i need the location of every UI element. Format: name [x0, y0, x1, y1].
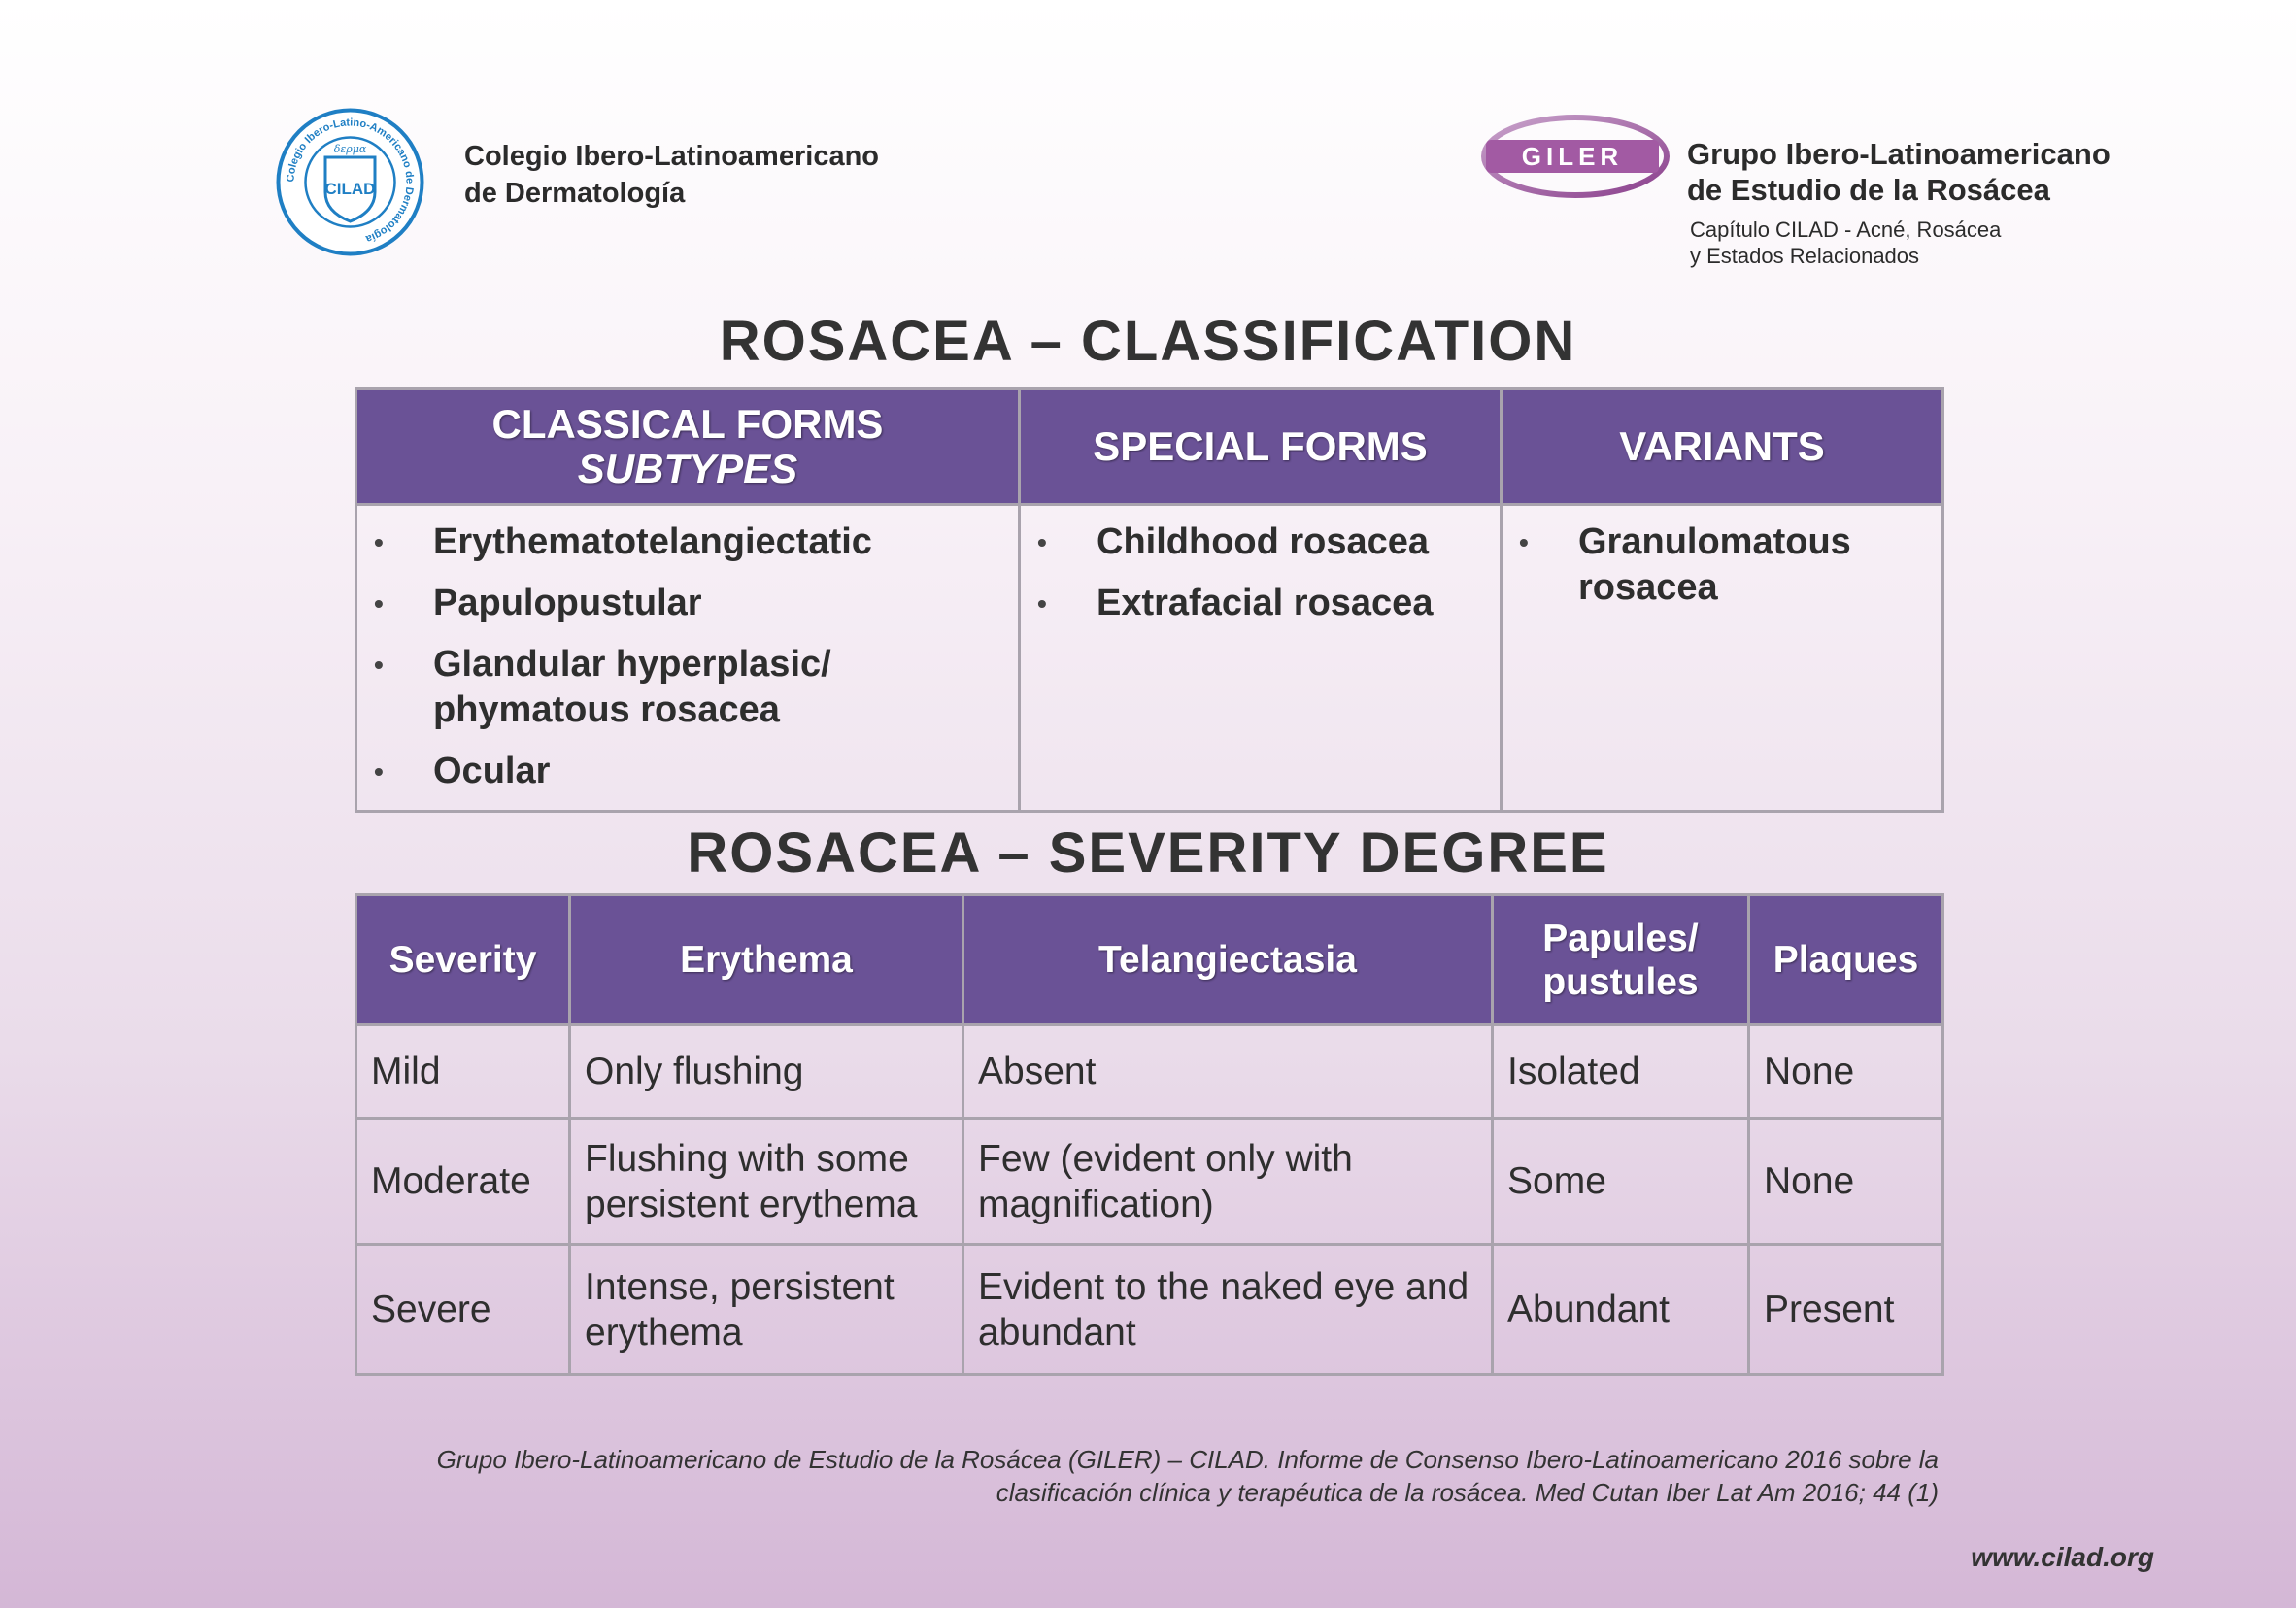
subtypes-header-line: SUBTYPES	[577, 446, 798, 491]
list-item	[357, 749, 1018, 794]
bullet-icon: •	[1037, 527, 1047, 557]
list-item-text: Granulomatous	[1578, 521, 1851, 562]
list-item-text: phymatous rosacea	[433, 689, 780, 730]
bullet-icon: •	[374, 650, 384, 680]
variants-cell	[1502, 505, 1943, 812]
classical-forms-header-line1: CLASSICAL FORMS	[491, 401, 884, 447]
cell-line: Flushing with some	[585, 1137, 909, 1180]
cilad-monogram: CILAD	[324, 180, 376, 198]
papules-header-line: Papules/	[1542, 917, 1699, 959]
erythema-cell	[570, 1119, 963, 1245]
cell-line: Absent	[978, 1051, 1097, 1092]
severity-cell: Moderate	[356, 1119, 570, 1245]
list-item-text: Papulopustular	[433, 583, 702, 623]
erythema-cell	[570, 1245, 963, 1375]
list-item-text: Glandular hyperplasic/	[433, 644, 831, 685]
telangiectasia-cell	[963, 1025, 1493, 1119]
right-org-sub-line: y Estados Relacionados	[1690, 244, 1920, 268]
list-item	[357, 581, 1018, 626]
table-row	[356, 1245, 1943, 1375]
cell-line: Few (evident only with	[978, 1137, 1353, 1180]
erythema-column-header: Erythema	[570, 895, 963, 1025]
classification-title: ROSACEA – CLASSIFICATION	[719, 310, 1577, 373]
citation-line: Grupo Ibero-Latinoamericano de Estudio de la Rosácea (GILER) – CILAD. Informe de Consenso Ibero-Latinoamericano 2016 sobre la	[436, 1445, 1939, 1474]
papules-cell: Abundant	[1493, 1245, 1749, 1375]
table-row	[356, 1025, 1943, 1119]
plaques-cell: None	[1749, 1119, 1943, 1245]
list-item-text: Ocular	[433, 751, 551, 791]
severity-cell: Mild	[356, 1025, 570, 1119]
list-item	[1021, 581, 1500, 626]
severity-table	[355, 893, 1944, 1376]
list-item-text: Childhood rosacea	[1097, 521, 1430, 562]
papules-header-line: pustules	[1542, 960, 1699, 1003]
right-org-line: de Estudio de la Rosácea	[1687, 173, 2050, 207]
citation	[291, 1443, 1939, 1509]
cell-line: abundant	[978, 1311, 1136, 1354]
cell-line: Only flushing	[585, 1051, 804, 1092]
bullet-icon: •	[374, 527, 384, 557]
bullet-icon: •	[1519, 527, 1529, 557]
severity-column-header: Severity	[356, 895, 570, 1025]
cilad-motto: δερμα	[333, 143, 367, 155]
citation-line: clasificación clínica y terapéutica de la rosácea. Med Cutan Iber Lat Am 2016; 44 (1)	[996, 1478, 1939, 1507]
severity-title: ROSACEA – SEVERITY DEGREE	[687, 821, 1609, 885]
telangiectasia-cell	[963, 1119, 1493, 1245]
classical-forms-cell	[356, 505, 1020, 812]
cell-line: persistent erythema	[585, 1183, 918, 1225]
left-org-line: de Dermatología	[464, 178, 686, 209]
papules-cell: Isolated	[1493, 1025, 1749, 1119]
list-item-text: rosacea	[1578, 567, 1718, 608]
cell-line: Intense, persistent	[585, 1265, 895, 1308]
list-item	[1021, 519, 1500, 565]
cell-line: magnification)	[978, 1183, 1214, 1225]
plaques-cell: None	[1749, 1025, 1943, 1119]
giler-logo	[1478, 112, 1672, 201]
left-org-name	[464, 138, 879, 212]
cell-line: Evident to the naked eye and	[978, 1265, 1469, 1308]
telangiectasia-cell	[963, 1245, 1493, 1375]
bullet-icon: •	[374, 588, 384, 619]
right-org-sub-line: Capítulo CILAD - Acné, Rosácea	[1690, 218, 2002, 242]
list-item-text: Extrafacial rosacea	[1097, 583, 1434, 623]
special-forms-header: SPECIAL FORMS	[1020, 389, 1502, 505]
list-item-text: Erythematotelangiectatic	[433, 521, 872, 562]
plaques-column-header: Plaques	[1749, 895, 1943, 1025]
variants-header: VARIANTS	[1502, 389, 1943, 505]
papules-column-header	[1493, 895, 1749, 1025]
cell-line: erythema	[585, 1311, 743, 1354]
classical-forms-header	[356, 389, 1020, 505]
telangiectasia-column-header: Telangiectasia	[963, 895, 1493, 1025]
special-forms-cell	[1020, 505, 1502, 812]
erythema-cell	[570, 1025, 963, 1119]
list-item	[357, 519, 1018, 565]
cilad-logo	[275, 107, 425, 257]
severity-cell: Severe	[356, 1245, 570, 1375]
table-row	[356, 1119, 1943, 1245]
left-org-line: Colegio Ibero-Latinoamericano	[464, 141, 879, 172]
website-link[interactable]: www.cilad.org	[1971, 1542, 2154, 1572]
right-org-subtitle	[1690, 217, 2001, 269]
right-org-name	[1687, 136, 2110, 208]
classification-table	[355, 387, 1944, 813]
cilad-ring-text: Colegio Ibero-Latino-Americano de Dermatología	[285, 117, 416, 245]
plaques-cell: Present	[1749, 1245, 1943, 1375]
list-item	[1503, 519, 1941, 611]
right-org-line: Grupo Ibero-Latinoamericano	[1687, 137, 2110, 171]
list-item	[357, 642, 1018, 733]
bullet-icon: •	[374, 756, 384, 787]
papules-cell: Some	[1493, 1119, 1749, 1245]
giler-logo-text: GILER	[1521, 142, 1624, 171]
bullet-icon: •	[1037, 588, 1047, 619]
